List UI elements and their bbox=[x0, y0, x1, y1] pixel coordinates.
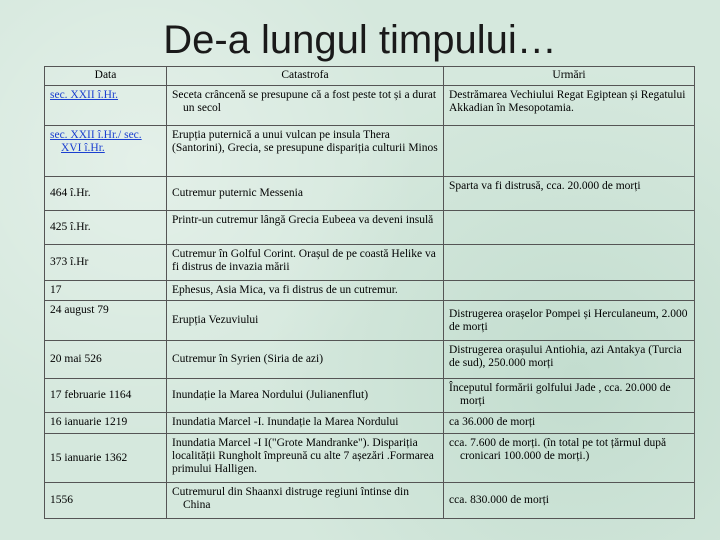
catastrophe-cell: Inundatia Marcel -I I("Grote Mandranke"). Dispariția localității Rungholt împreună cu alte 7 așezări .Formarea primului Halligen. bbox=[167, 434, 444, 483]
consequences-cell bbox=[444, 211, 695, 245]
table-row bbox=[45, 434, 695, 483]
date-cell[interactable]: sec. XXII î.Hr./ sec. XVI î.Hr. bbox=[45, 126, 167, 177]
date-cell: 20 mai 526 bbox=[45, 341, 167, 379]
table-row bbox=[45, 86, 695, 126]
table-row bbox=[45, 341, 695, 379]
table-row bbox=[45, 483, 695, 519]
date-cell: 24 august 79 bbox=[45, 301, 167, 341]
table-row bbox=[45, 281, 695, 301]
header-date: Data bbox=[45, 67, 167, 86]
catastrophe-cell: Erupția Vezuviului bbox=[167, 301, 444, 341]
header-catastrophe: Catastrofa bbox=[167, 67, 444, 86]
consequences-cell: cca. 830.000 de morți bbox=[444, 483, 695, 519]
events-table bbox=[44, 66, 695, 519]
date-cell-text: 464 î.Hr. bbox=[50, 187, 91, 199]
consequences-cell: Începutul formării golfului Jade , cca. 20.000 de morți bbox=[444, 379, 695, 413]
table-row bbox=[45, 301, 695, 341]
catastrophe-cell: Cutremur puternic Messenia bbox=[167, 177, 444, 211]
date-cell[interactable]: sec. XXII î.Hr. bbox=[45, 86, 167, 126]
catastrophe-cell: Erupția puternică a unui vulcan pe insula Thera (Santorini), Grecia, se presupune dispariția culturii Minos bbox=[167, 126, 444, 177]
date-cell: 15 ianuarie 1362 bbox=[45, 434, 167, 483]
consequences-cell bbox=[444, 281, 695, 301]
consequences-cell bbox=[444, 245, 695, 281]
date-cell: 373 î.Hr bbox=[45, 245, 167, 281]
catastrophe-cell: Seceta crâncenă se presupune că a fost peste tot și a durat un secol bbox=[167, 86, 444, 126]
date-cell: 1556 bbox=[45, 483, 167, 519]
catastrophe-cell: Inundatia Marcel -I. Inundație la Marea Nordului bbox=[167, 413, 444, 434]
table-row bbox=[45, 379, 695, 413]
date-cell: 17 bbox=[45, 281, 167, 301]
consequences-cell: Sparta va fi distrusă, cca. 20.000 de morți bbox=[444, 177, 695, 211]
date-cell: 16 ianuarie 1219 bbox=[45, 413, 167, 434]
table-row bbox=[45, 126, 695, 177]
table-row bbox=[45, 245, 695, 281]
catastrophe-cell: Cutremurul din Shaanxi distruge regiuni întinse din China bbox=[167, 483, 444, 519]
table-row bbox=[45, 177, 695, 211]
header-row bbox=[45, 67, 695, 86]
table-row bbox=[45, 413, 695, 434]
catastrophe-cell: Inundație la Marea Nordului (Julianenflut) bbox=[167, 379, 444, 413]
catastrophe-cell: Ephesus, Asia Mica, va fi distrus de un cutremur. bbox=[167, 281, 444, 301]
consequences-cell: cca. 7.600 de morți. (în total pe tot țărmul după cronicari 100.000 de morți.) bbox=[444, 434, 695, 483]
catastrophe-cell: Printr-un cutremur lângă Grecia Eubeea va deveni insulă bbox=[167, 211, 444, 245]
date-cell: 425 î.Hr. bbox=[45, 211, 167, 245]
consequences-cell: Destrămarea Vechiului Regat Egiptean și Regatului Akkadian în Mesopotamia. bbox=[444, 86, 695, 126]
table-row bbox=[45, 211, 695, 245]
date-cell bbox=[45, 177, 167, 211]
consequences-cell bbox=[444, 126, 695, 177]
slide-title: De-a lungul timpului… bbox=[163, 18, 557, 62]
date-cell: 17 februarie 1164 bbox=[45, 379, 167, 413]
consequences-cell: ca 36.000 de morți bbox=[444, 413, 695, 434]
consequences-cell: Distrugerea orașului Antiohia, azi Antakya (Turcia de sud), 250.000 morți bbox=[444, 341, 695, 379]
catastrophe-cell: Cutremur în Syrien (Siria de azi) bbox=[167, 341, 444, 379]
catastrophe-cell: Cutremur în Golful Corint. Orașul de pe coastă Helike va fi distrus de invazia mării bbox=[167, 245, 444, 281]
header-consequences: Urmări bbox=[444, 67, 695, 86]
consequences-cell: Distrugerea orașelor Pompei și Herculaneum, 2.000 de morți bbox=[444, 301, 695, 341]
